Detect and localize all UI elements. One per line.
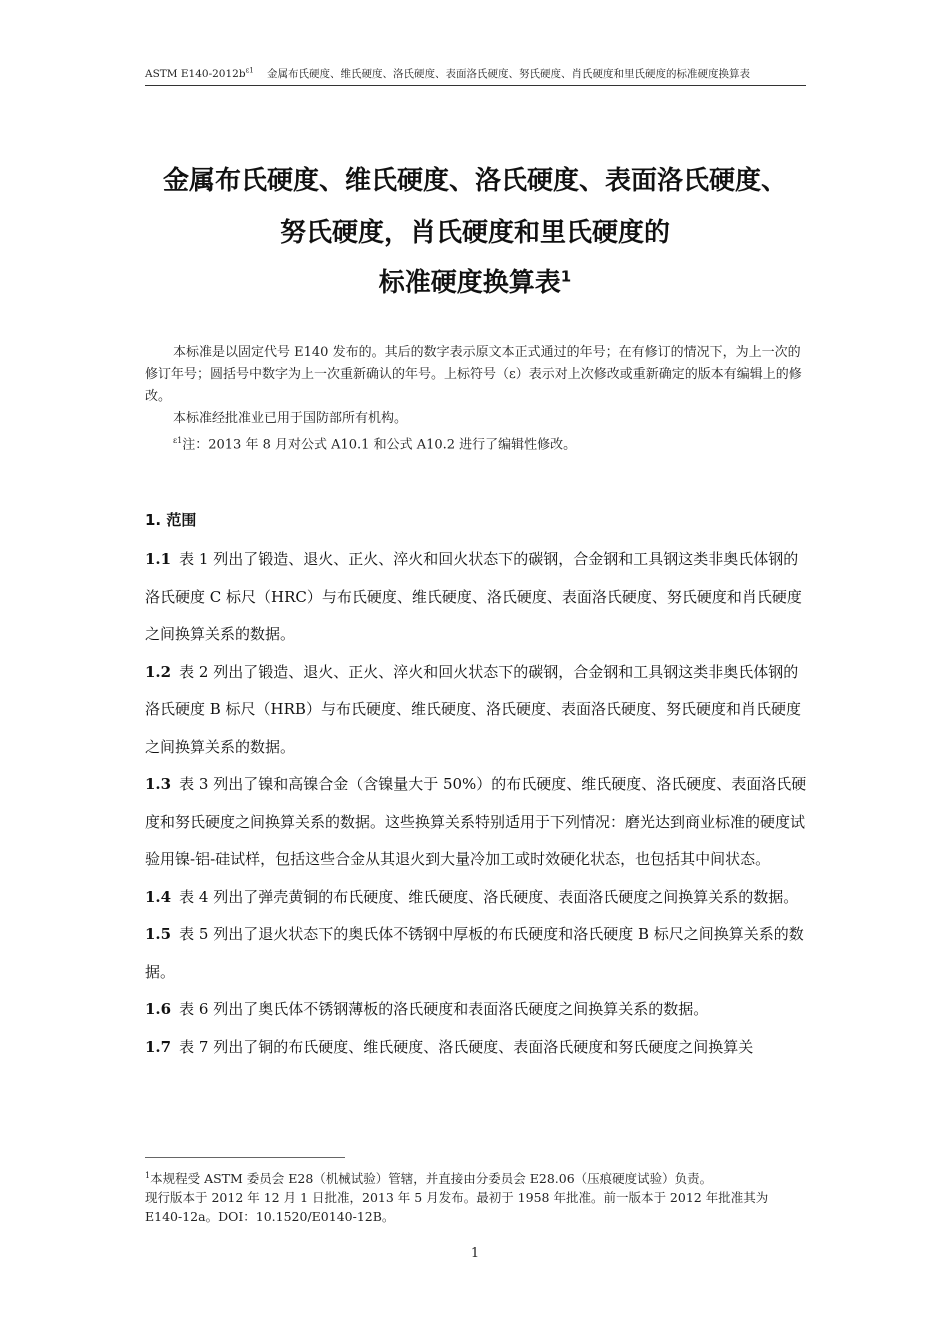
document-title-line-3	[130, 262, 820, 299]
scope-clauses	[145, 541, 807, 1066]
clause-text: 表 3 列出了镍和高镍合金（含镍量大于 50%）的布氏硬度、维氏硬度、洛氏硬度、表面洛氏硬度和努氏硬度之间换算关系的数据。这些换算关系特别适用于下列情况：磨光达到商业标准的硬度试验用镍-铝-硅试样，包括这些合金从其退火到大量冷加工或时效硬化状态，也包括其中间状态。	[145, 775, 807, 868]
clause-number: 1.6	[145, 1000, 172, 1018]
intro-paragraph-2: 本标准经批准业已用于国防部所有机构。	[173, 411, 408, 426]
clause-text: 表 6 列出了奥氏体不锈钢薄板的洛氏硬度和表面洛氏硬度之间换算关系的数据。	[179, 1000, 709, 1018]
intro-block	[145, 342, 807, 456]
clause-number: 1.2	[145, 662, 172, 681]
intro-paragraph-1: 本标准是以固定代号 E140 发布的。其后的数字表示原文本正式通过的年号；在有修订的情况下，为上一次的修订年号；圆括号中数字为上一次重新确认的年号。上标符号（ε）表示对上次修改或重新确定的版本有编辑上的修改。	[145, 345, 802, 404]
clause-1-4	[145, 879, 807, 917]
intro-paragraph-3	[145, 430, 807, 456]
clause-1-6	[145, 991, 807, 1029]
section-heading-scope: 1. 范围	[145, 511, 197, 529]
clause-text: 表 7 列出了铜的布氏硬度、维氏硬度、洛氏硬度、表面洛氏硬度和努氏硬度之间换算关	[179, 1037, 754, 1056]
footnote-mark: 1	[145, 1171, 151, 1180]
clause-1-3	[145, 766, 807, 879]
clause-1-5	[145, 916, 807, 991]
footnote-divider	[145, 1157, 345, 1158]
footnote-line-1	[145, 1166, 807, 1188]
clause-text: 表 1 列出了锻造、退火、正火、淬火和回火状态下的碳钢，合金钢和工具钢这类非奥氏体钢的洛氏硬度 C 标尺（HRC）与布氏硬度、维氏硬度、洛氏硬度、表面洛氏硬度、努氏硬度和肖氏硬度之间换算关系的数据。	[145, 550, 802, 643]
clause-number: 1.5	[145, 925, 172, 943]
clause-text: 表 5 列出了退火状态下的奥氏体不锈钢中厚板的布氏硬度和洛氏硬度 B 标尺之间换算关系的数据。	[145, 925, 804, 981]
clause-number: 1.4	[145, 887, 172, 906]
document-title-line-3-text: 标准硬度换算表	[378, 268, 561, 298]
clause-number: 1.3	[145, 775, 172, 793]
page-number: 1	[470, 1246, 480, 1261]
footnote-text-1: 本规程受 ASTM 委员会 E28（机械试验）管辖，并直接由分委员会 E28.06（压痕硬度试验）负责。	[150, 1171, 713, 1187]
intro-edit-note: 注：2013 年 8 月对公式 A10.1 和公式 A10.2 进行了编辑性修改。	[182, 437, 577, 453]
clause-1-2	[145, 654, 807, 767]
document-title-line-1: 金属布氏硬度、维氏硬度、洛氏硬度、表面洛氏硬度、	[162, 166, 787, 196]
title-footnote-mark: 1	[560, 267, 572, 286]
header-standard: ASTM E140-2012b	[145, 68, 246, 80]
header-title: 金属布氏硬度、维氏硬度、洛氏硬度、表面洛氏硬度、努氏硬度、肖氏硬度和里氏硬度的标准硬度换算表	[267, 68, 751, 80]
intro-edit-sup: ε1	[173, 436, 183, 445]
clause-text: 表 2 列出了锻造、退火、正火、淬火和回火状态下的碳钢，合金钢和工具钢这类非奥氏体钢的洛氏硬度 B 标尺（HRB）与布氏硬度、维氏硬度、洛氏硬度、表面洛氏硬度、努氏硬度和肖氏硬度之间换算关系的数据。	[145, 662, 801, 756]
footnote-line-2: 现行版本于 2012 年 12 月 1 日批准，2013 年 5 月发布。最初于 1958 年批准。前一版本于 2012 年批准其为 E140-12a。DOI：10.1520/E0140-12B。	[145, 1190, 769, 1225]
clause-1-1	[145, 541, 807, 654]
header-standard-sup: ε1	[245, 66, 254, 75]
clause-number: 1.7	[145, 1037, 172, 1056]
clause-text: 表 4 列出了弹壳黄铜的布氏硬度、维氏硬度、洛氏硬度、表面洛氏硬度之间换算关系的数据。	[179, 887, 799, 906]
clause-number: 1.1	[145, 550, 172, 568]
document-title-line-2: 努氏硬度，肖氏硬度和里氏硬度的	[279, 218, 670, 248]
footnote	[145, 1166, 807, 1226]
clause-1-7	[145, 1029, 807, 1067]
running-header	[145, 66, 806, 86]
